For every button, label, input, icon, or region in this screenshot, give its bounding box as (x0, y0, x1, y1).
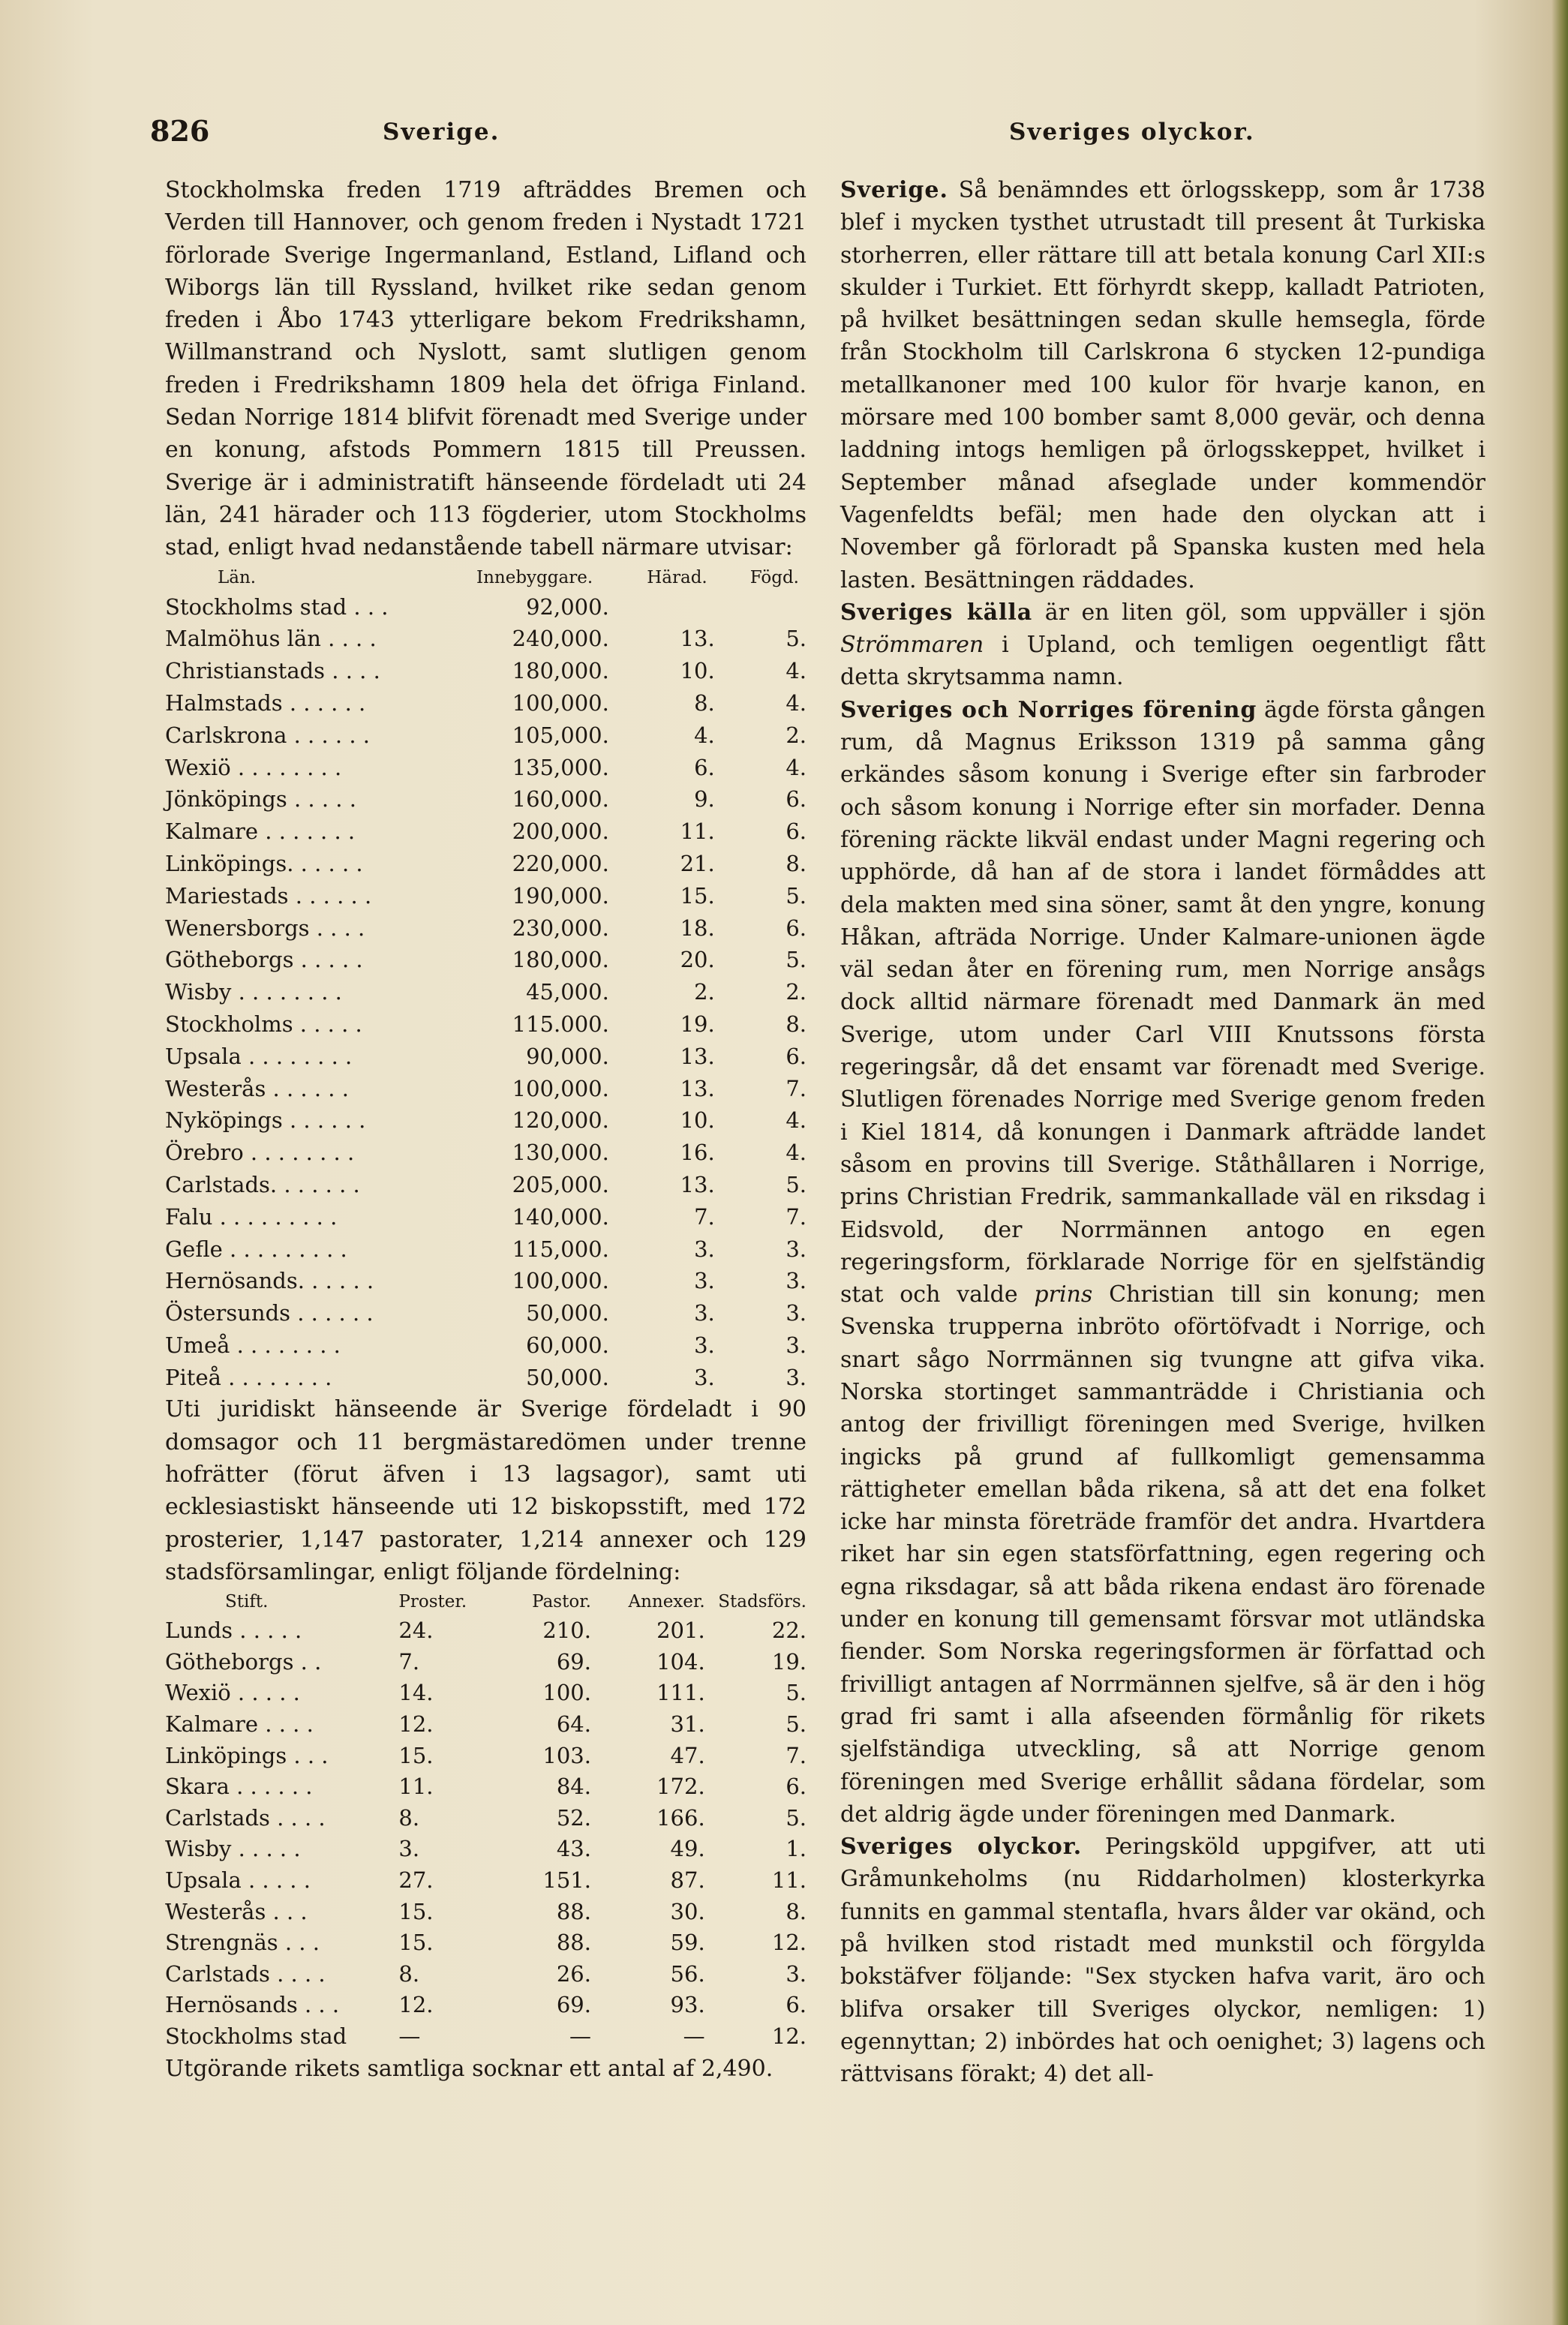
table-cell (609, 591, 715, 623)
left-column (165, 174, 807, 2085)
table-cell: 6. (786, 1043, 807, 1069)
entry-olyckor (840, 1831, 1485, 2090)
table-cell: 31. (670, 1711, 705, 1738)
diocese-table-body (165, 1615, 807, 2052)
table-cell: 160,000. (512, 786, 609, 813)
table-cell: 4. (786, 1140, 807, 1166)
table-cell: Linköpings . . . (165, 1742, 329, 1768)
middle-paragraph: Uti juridiskt hänseende är Sverige fördeladt i 90 domsagor och 11 bergmästaredömen under trenne hofrätter (förut äfven i 13 lagsagor), samt uti ecklesiastiskt hänseende uti 12 biskopsstift, med 172 prosterier, 1,147 pastorater, 1,214 annexer och 129 stadsförsamlingar, enligt följande fördelning: (165, 1396, 807, 1585)
table-cell: Stockholms stad (165, 2023, 347, 2049)
table-cell: 120,000. (512, 1107, 609, 1134)
table-row (165, 1329, 807, 1362)
header-right-title: Sveriges olyckor. (1009, 119, 1255, 146)
entry-heading: Sveriges och Norriges förening (840, 696, 1257, 723)
table-cell: 3. (786, 1960, 807, 1987)
table-cell: 12. (398, 1992, 434, 2018)
table-cell: 52. (556, 1804, 591, 1831)
table-cell: 210. (542, 1618, 591, 1644)
table-cell: 2. (786, 722, 807, 748)
table-row (165, 1073, 807, 1105)
table-row (165, 687, 807, 719)
table-cell: 56. (670, 1960, 705, 1987)
table-cell: 88. (556, 1898, 591, 1924)
entry-text: ägde första gången rum, då Magnus Eriksson 1319 på samma gång erkändes såsom konung i Sverige efter sin farbroder och såsom konung i Norrige efter sin morfader. Denna förening räckte likväl endast under Magni regering och upphörde, då han af de stora i landet förmåddes att dela makten med sina söner, samt åt den yngre, konung Håkan, afträda Norrige. Under Kalmare-unionen ägde väl sedan åter en förening rum, men Norrige ansågs dock alltid närmare förenadt med Danmark än med Sverige, utom under Carl VIII Knutssons första regeringsår, då det ensamt var förenadt med Sverige. Slutligen förenades Norrige med Sverige genom freden i Kiel 1814, då konungen i Danmark afträdde landet såsom en provins till Sverige. Ståthållaren i Norrige, prins Christian Fredrik, sammankallade väl en riksdag i Eidsvold, der Norrmännen antogo en egen regeringsform, förklarade Norrige för en sjelfständig stat och valde (840, 696, 1485, 1308)
table-cell: Strengnäs . . . (165, 1930, 320, 1956)
table-row (165, 1990, 807, 2021)
county-table-header (165, 564, 807, 591)
entry-sverige-ship (840, 174, 1485, 596)
table-cell: 4. (786, 689, 807, 716)
table-cell: 5. (786, 1680, 807, 1706)
column-header: Innebyggare. (476, 567, 593, 587)
intro-paragraph: Stockholmska freden 1719 afträddes Bremen och Verden till Hannover, och genom freden i Nystadt 1721 förlorade Sverige Ingermanland, Estland, Lifland och Wiborgs län till Ryssland, hvilket rike sedan genom freden i Åbo 1743 ytterligare bekom Fredrikshamn, Willmanstrand och Nyslott, samt slutligen genom freden i Fredrikshamn 1809 hela det öfriga Finland. Sedan Norrige 1814 blifvit förenadt med Sverige under en konung, afstods Pommern 1815 till Preussen. Sverige är i administratift hänseende fördeladt uti 24 län, 241 härader och 113 fögderier, utom Stockholms stad, enligt hvad nedanstående tabell närmare utvisar: (165, 177, 807, 561)
table-cell: 15. (680, 882, 715, 909)
table-row (165, 623, 807, 655)
table-row (165, 1865, 807, 1897)
column-header: Stift. (225, 1592, 269, 1612)
table-cell: 130,000. (512, 1140, 609, 1166)
table-row (165, 1041, 807, 1073)
entry-text: i Upland, och temligen oegentligt fått detta skrytsamma namn. (840, 632, 1485, 691)
entry-text: Christian till sin konung; men Svenska trupperna inbröto oförtöfvadt i Norrige, och snart sågo Norrmännen sig tvungne att gifva vika. Norska stortinget sammanträdde i Christiania och antog der frivilligt föreningen med Sverige, hvilken ingicks på grund af fullkomligt gemensamma rättigheter emellan båda rikena, så att det ena folket icke har minsta företräde framför det andra. Hvartdera riket har sin egen statsförfattning, egen regering och egna riksdagar, så att båda rikena endast äro förenade under en konung till gemensamt försvar mot utländska fiender. Som Norska regeringsformen är författad och frivilligt antagen af Norrmännen sjelfve, så är den i hög grad fri samt i alla afseenden förmånlig för rikets sjelfständiga utveckling, så att Norrige genom föreningen med Sverige erhållit sådana fördelar, som det aldrig ägde under föreningen med Danmark. (840, 1281, 1485, 1828)
table-cell: 3. (694, 1364, 715, 1390)
table-cell: 200,000. (512, 819, 609, 845)
table-row (165, 1104, 807, 1137)
column-header: Proster. (398, 1592, 467, 1612)
table-cell: 100,000. (512, 1075, 609, 1101)
table-row (165, 1201, 807, 1233)
table-cell: Götheborgs . . (165, 1648, 322, 1675)
table-row (165, 1169, 807, 1201)
table-cell: 12. (398, 1711, 434, 1738)
entry-italic: prins (1034, 1281, 1093, 1308)
table-cell: 8. (786, 850, 807, 876)
table-cell: 190,000. (512, 882, 609, 909)
table-cell: Westerås . . . (165, 1898, 308, 1924)
county-table (165, 564, 807, 1394)
table-cell: Wenersborgs . . . . (165, 915, 365, 941)
table-cell: 140,000. (512, 1203, 609, 1230)
table-row (165, 1233, 807, 1266)
table-cell: 180,000. (512, 947, 609, 973)
table-cell: Nyköpings . . . . . . (165, 1107, 366, 1134)
page-edge (1551, 0, 1568, 2325)
table-cell: 6. (786, 819, 807, 845)
table-cell: 10. (680, 1107, 715, 1134)
table-row (165, 944, 807, 976)
table-row (165, 1008, 807, 1041)
table-cell: 115,000. (512, 1236, 609, 1262)
table-cell: 9. (694, 786, 715, 813)
table-cell: Wexiö . . . . . (165, 1680, 300, 1706)
table-cell: 3. (694, 1300, 715, 1326)
table-row (165, 1297, 807, 1329)
closing-paragraph: Utgörande rikets samtliga socknar ett antal af 2,490. (165, 2055, 773, 2082)
table-row (165, 848, 807, 880)
table-cell: 103. (542, 1742, 591, 1768)
table-cell: — (398, 2023, 421, 2049)
table-cell: 135,000. (512, 754, 609, 780)
diocese-table (165, 1588, 807, 2052)
county-table-body (165, 591, 807, 1394)
entry-heading: Sveriges olyckor. (840, 1834, 1083, 1861)
table-cell: 43. (556, 1836, 591, 1862)
entry-text: Så benämndes ett örlogsskepp, som år 1738 blef i mycken tysthet utrustadt till present åt Turkiska storherren, eller rättare till att betala konung Carl XII:s skulder i Turkiet. Ett förhyrdt skepp, kalladt Patrioten, på hvilket besättningen sedan skulle hemsegla, förde från Stockholm till Carlskrona 6 stycken 12-pundiga metallkanoner med 100 kulor för hvarje kanon, en mörsare med 100 bomber samt 8,000 gevär, och denna laddning intogs hemligen på örlogsskeppet, hvilket i September månad afseglade under kommendör Vagenfeldts befäl; men hade den olyckan att i November gå förloradt på Spanska kusten med hela lasten. Besättningen räddades. (840, 177, 1485, 593)
table-row (165, 1678, 807, 1709)
table-row (165, 1647, 807, 1678)
table-cell: 24. (398, 1618, 434, 1644)
table-row (165, 1741, 807, 1772)
table-row (165, 1362, 807, 1394)
table-cell: 1. (786, 1836, 807, 1862)
table-row (165, 1803, 807, 1834)
table-cell: 92,000. (526, 593, 609, 620)
column-header: Pastor. (532, 1592, 591, 1612)
table-cell: — (683, 2023, 705, 2049)
column-header: Fögd. (749, 567, 799, 587)
table-cell: 4. (786, 754, 807, 780)
table-cell: 3. (694, 1332, 715, 1358)
page-number: 826 (150, 114, 210, 148)
table-cell: Carlskrona . . . . . . (165, 722, 370, 748)
table-row (165, 1615, 807, 1647)
table-cell: 3. (398, 1836, 420, 1862)
table-row (165, 912, 807, 945)
table-row (165, 752, 807, 784)
entry-forening (840, 694, 1485, 1831)
table-cell: 3. (694, 1268, 715, 1294)
table-cell: 2. (694, 979, 715, 1005)
table-row (165, 816, 807, 848)
table-cell: 69. (556, 1648, 591, 1675)
table-cell: 22. (771, 1618, 807, 1644)
table-cell: 100,000. (512, 1268, 609, 1294)
table-cell: 6. (786, 786, 807, 813)
table-row (165, 1834, 807, 1865)
table-row (165, 1897, 807, 1928)
table-cell: — (569, 2023, 591, 2049)
table-cell: 100,000. (512, 689, 609, 716)
table-cell: 27. (398, 1867, 434, 1894)
table-cell: 5. (786, 882, 807, 909)
table-cell: Hernösands . . . (165, 1992, 340, 2018)
table-cell: 60,000. (526, 1332, 609, 1358)
table-cell: Linköpings. . . . . . (165, 850, 363, 876)
table-cell: 21. (680, 850, 715, 876)
table-cell: 100. (542, 1680, 591, 1706)
table-cell: 15. (398, 1898, 434, 1924)
table-cell: 6. (694, 754, 715, 780)
table-cell: 15. (398, 1930, 434, 1956)
table-cell: 69. (556, 1992, 591, 2018)
table-row (165, 880, 807, 912)
table-cell: Umeå . . . . . . . . (165, 1332, 341, 1358)
table-row (165, 1709, 807, 1741)
table-cell: 15. (398, 1742, 434, 1768)
column-header: Län. (218, 567, 257, 587)
table-cell: 13. (680, 626, 715, 652)
table-cell: 6. (786, 1992, 807, 2018)
entry-sveriges-kalla (840, 596, 1485, 694)
table-cell: 4. (786, 1107, 807, 1134)
table-cell: 151. (542, 1867, 591, 1894)
table-cell: 8. (694, 689, 715, 716)
table-cell: 4. (786, 658, 807, 684)
table-cell: Hernösands. . . . . . (165, 1268, 374, 1294)
table-cell: 115.000. (512, 1011, 609, 1037)
table-cell: 205,000. (512, 1171, 609, 1197)
table-cell: 19. (680, 1011, 715, 1037)
table-cell: Stockholms stad . . . (165, 593, 389, 620)
table-cell: 2. (786, 979, 807, 1005)
entry-text: Peringsköld uppgifver, att uti Gråmunkeholms (nu Riddarholmen) klosterkyrka funnits en gammal stentafla, hvars ålder var okänd, och på hvilken stod ristadt med munkstil och förgylda bokstäfver följande: "Sex stycken hafva varit, äro och blifva orsaker till Sveriges olyckor, nemligen: 1) egennyttan; 2) inbördes hat och oenighet; 3) lagens och rättvisans förakt; 4) det all- (840, 1834, 1486, 2088)
table-row (165, 719, 807, 752)
table-cell: 93. (670, 1992, 705, 2018)
table-cell: 8. (786, 1898, 807, 1924)
column-header: Annexer. (628, 1592, 705, 1612)
table-cell: 6. (786, 915, 807, 941)
table-row (165, 783, 807, 816)
table-cell: 19. (771, 1648, 807, 1675)
table-cell: Skara . . . . . . (165, 1774, 313, 1800)
table-cell: Wexiö . . . . . . . . (165, 754, 342, 780)
table-cell: Stockholms . . . . . (165, 1011, 362, 1037)
table-cell: Christianstads . . . . (165, 658, 380, 684)
table-cell: Kalmare . . . . (165, 1711, 314, 1738)
table-cell: 11. (771, 1867, 807, 1894)
running-header (150, 114, 1485, 152)
table-cell: 7. (786, 1075, 807, 1101)
table-cell: 8. (398, 1804, 420, 1831)
table-cell: 88. (556, 1930, 591, 1956)
table-cell: 12. (771, 1930, 807, 1956)
table-cell: 3. (786, 1364, 807, 1390)
table-cell: 16. (680, 1140, 715, 1166)
table-cell: 47. (670, 1742, 705, 1768)
table-cell: 5. (786, 626, 807, 652)
entry-text: är en liten göl, som uppväller i sjön (1032, 599, 1485, 626)
diocese-table-header (165, 1588, 807, 1615)
table-cell: 7. (694, 1203, 715, 1230)
table-cell: Carlstads. . . . . . . (165, 1171, 360, 1197)
table-cell: 90,000. (526, 1043, 609, 1069)
table-cell: 12. (771, 2023, 807, 2049)
table-cell: 11. (398, 1774, 434, 1800)
table-cell: 13. (680, 1171, 715, 1197)
table-cell: 201. (656, 1618, 705, 1644)
table-cell: 8. (398, 1960, 420, 1987)
table-row (165, 1265, 807, 1297)
table-cell: 105,000. (512, 722, 609, 748)
table-cell: 8. (786, 1011, 807, 1037)
table-cell: 230,000. (512, 915, 609, 941)
column-header: Stadsförs. (718, 1592, 807, 1612)
table-cell: Östersunds . . . . . . (165, 1300, 374, 1326)
column-header: Härad. (647, 567, 707, 587)
table-row (165, 655, 807, 687)
table-cell: 3. (694, 1236, 715, 1262)
table-cell: 59. (670, 1930, 705, 1956)
table-cell: 172. (656, 1774, 705, 1800)
table-cell: 87. (670, 1867, 705, 1894)
table-cell: Mariestads . . . . . . (165, 882, 372, 909)
table-cell: 220,000. (512, 850, 609, 876)
table-cell: 7. (786, 1742, 807, 1768)
table-cell: 180,000. (512, 658, 609, 684)
table-cell: 7. (786, 1203, 807, 1230)
table-cell: Westerås . . . . . . (165, 1075, 349, 1101)
table-cell: 50,000. (526, 1300, 609, 1326)
table-cell: 13. (680, 1043, 715, 1069)
table-cell: 6. (786, 1774, 807, 1800)
table-cell: 26. (556, 1960, 591, 1987)
table-cell: 49. (670, 1836, 705, 1862)
table-cell (715, 591, 807, 623)
entry-heading: Sverige. (840, 177, 948, 203)
table-cell: Carlstads . . . . (165, 1960, 326, 1987)
table-row (165, 591, 807, 623)
table-row (165, 1959, 807, 1990)
table-cell: 3. (786, 1332, 807, 1358)
entry-heading: Sveriges källa (840, 599, 1033, 626)
table-cell: 5. (786, 1171, 807, 1197)
table-cell: Wisby . . . . . . . . (165, 979, 342, 1005)
table-row (165, 1137, 807, 1169)
table-cell: Piteå . . . . . . . . (165, 1364, 332, 1390)
table-cell: 84. (556, 1774, 591, 1800)
table-cell: Götheborgs . . . . . (165, 947, 363, 973)
header-left-title: Sverige. (383, 119, 500, 146)
table-cell: 30. (670, 1898, 705, 1924)
table-cell: Halmstads . . . . . . (165, 689, 366, 716)
table-cell: Upsala . . . . . (165, 1867, 311, 1894)
entry-italic: Strömmaren (840, 632, 984, 659)
table-cell: 14. (398, 1680, 434, 1706)
table-cell: Falu . . . . . . . . . (165, 1203, 338, 1230)
table-row (165, 976, 807, 1008)
table-cell: 5. (786, 1711, 807, 1738)
table-cell: 10. (680, 658, 715, 684)
table-cell: 5. (786, 1804, 807, 1831)
table-row (165, 2021, 807, 2053)
table-cell: 166. (656, 1804, 705, 1831)
table-cell: Jönköpings . . . . . (165, 786, 356, 813)
table-cell: Örebro . . . . . . . . (165, 1140, 355, 1166)
table-cell: 4. (694, 722, 715, 748)
table-cell: 104. (656, 1648, 705, 1675)
table-cell: Wisby . . . . . (165, 1836, 301, 1862)
table-cell: 13. (680, 1075, 715, 1101)
table-cell: Gefle . . . . . . . . . (165, 1236, 347, 1262)
table-cell: 3. (786, 1300, 807, 1326)
table-cell: 20. (680, 947, 715, 973)
table-cell: 3. (786, 1236, 807, 1262)
table-row (165, 1927, 807, 1959)
table-cell: Carlstads . . . . (165, 1804, 326, 1831)
table-row (165, 1771, 807, 1803)
table-cell: Lunds . . . . . (165, 1618, 302, 1644)
table-cell: 45,000. (526, 979, 609, 1005)
table-cell: Upsala . . . . . . . . (165, 1043, 353, 1069)
table-cell: 111. (656, 1680, 705, 1706)
table-cell: 240,000. (512, 626, 609, 652)
right-column (840, 174, 1485, 2091)
table-cell: 7. (398, 1648, 420, 1675)
table-cell: Kalmare . . . . . . . (165, 819, 356, 845)
table-cell: 5. (786, 947, 807, 973)
table-cell: 64. (556, 1711, 591, 1738)
table-cell: 11. (680, 819, 715, 845)
table-cell: Malmöhus län . . . . (165, 626, 377, 652)
table-cell: 3. (786, 1268, 807, 1294)
table-cell: 18. (680, 915, 715, 941)
table-cell: 50,000. (526, 1364, 609, 1390)
